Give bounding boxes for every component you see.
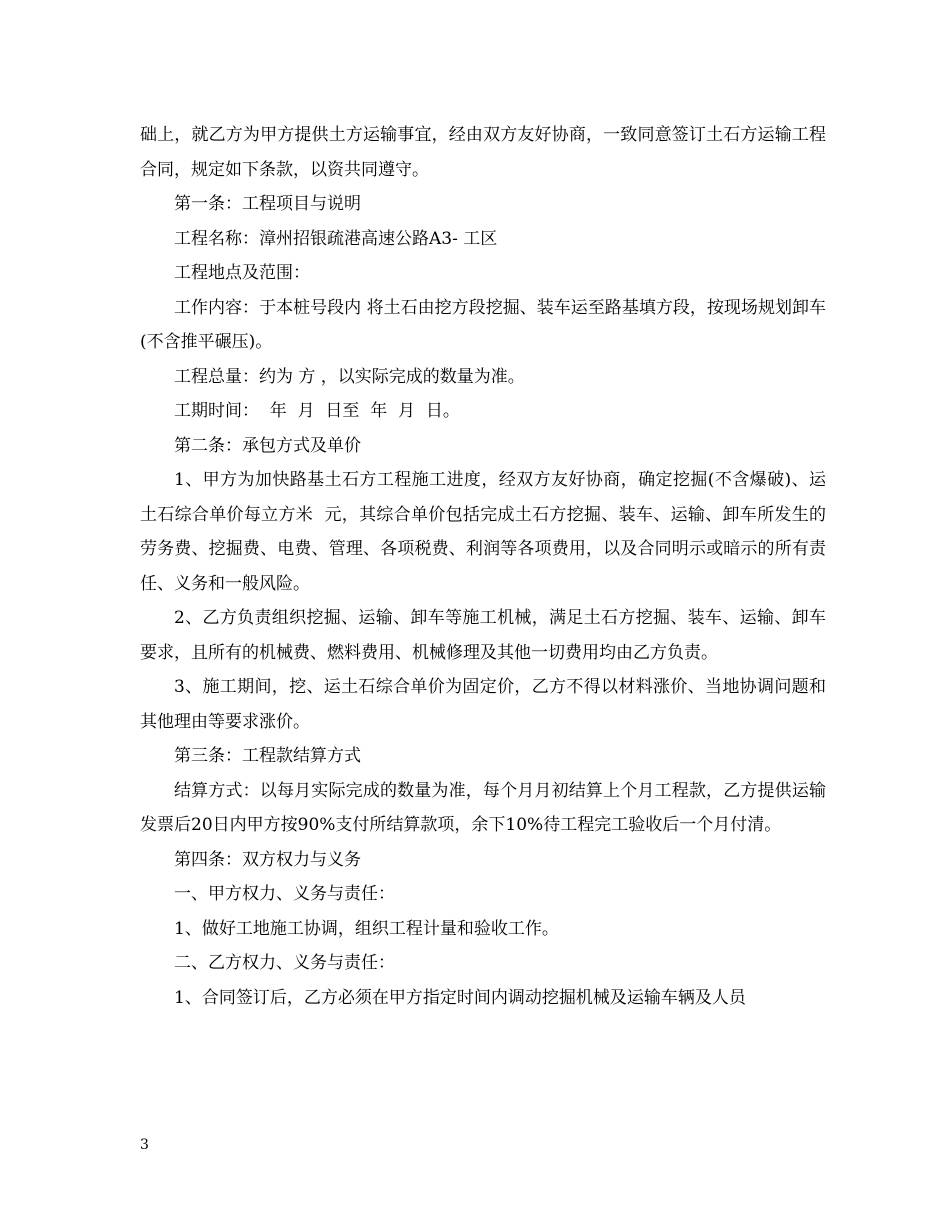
paragraph-preamble-continuation: 础上，就乙方为甲方提供土方运输事宜，经由双方友好协商，一致同意签订土石方运输工程合同，规定如下条款，以资共同遵守。 [140,125,826,180]
article-4-heading: 第四条：双方权力与义务 [174,849,361,870]
project-name: 工程名称：漳州招银疏港高速公路A3- 工区 [174,228,498,249]
project-period: 工期时间： 年 月 日至 年 月 日。 [174,401,460,421]
project-location: 工程地点及范围： [174,263,310,283]
article-2-heading: 第二条：承包方式及单价 [174,435,361,456]
contract-body [140,118,826,1015]
party-a-heading: 一、甲方权力、义务与责任： [174,884,395,904]
page-number: 3 [140,1137,149,1153]
project-quantity: 工程总量：约为 方 ，以实际完成的数量为准。 [174,366,525,387]
party-b-clause-1: 1、合同签订后，乙方必须在甲方指定时间内调动挖掘机械及运输车辆及人员 [174,987,746,1008]
settlement-method: 结算方式：以每月实际完成的数量为准，每个月月初结算上个月工程款，乙方提供运输发票后20日内甲方按90%支付所结算款项，余下10%待工程完工验收后一个月付清。 [140,780,826,835]
article-3-heading: 第三条：工程款结算方式 [174,746,361,766]
article-2-clause-3: 3、施工期间，挖、运土石综合单价为固定价，乙方不得以材料涨价、当地协调问题和其他理由等要求涨价。 [140,677,826,732]
article-1-heading: 第一条：工程项目与说明 [174,194,361,214]
article-2-clause-2: 2、乙方负责组织挖掘、运输、卸车等施工机械，满足土石方挖掘、装车、运输、卸车要求，且所有的机械费、燃料费用、机械修理及其他一切费用均由乙方负责。 [140,608,826,663]
article-2-clause-1: 1、甲方为加快路基土石方工程施工进度，经双方友好协商，确定挖掘(不含爆破)、运土石综合单价每立方米 元，其综合单价包括完成土石方挖掘、装车、运输、卸车所发生的劳务费、挖掘费、电费、管理、各项税费、利润等各项费用，以及合同明示或暗示的所有责任、义务和一般风险。 [140,470,826,594]
party-a-clause-1: 1、做好工地施工协调，组织工程计量和验收工作。 [174,918,559,939]
party-b-heading: 二、乙方权力、义务与责任： [174,953,395,973]
work-content: 工作内容：于本桩号段内 将土石由挖方段挖掘、装车运至路基填方段，按现场规划卸车(不含推平碾压)。 [140,297,826,352]
